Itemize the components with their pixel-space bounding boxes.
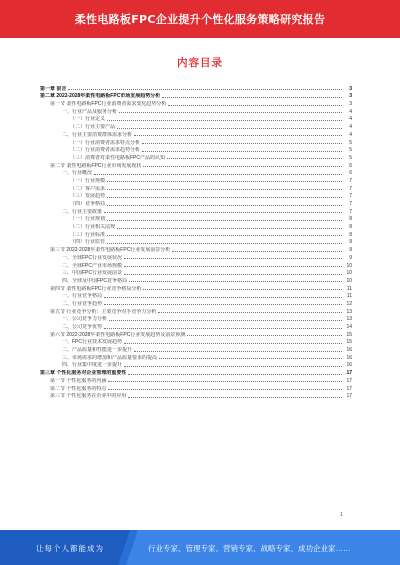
toc-entry[interactable]: [40, 292, 352, 300]
toc-entry-page: 9: [349, 254, 352, 261]
toc-entry-page: 7: [349, 201, 352, 207]
dot-leader: [162, 97, 342, 98]
dot-leader: [187, 335, 342, 336]
toc-entry[interactable]: [40, 92, 352, 100]
dot-leader: [117, 128, 342, 129]
toc-entry-page: 5: [349, 139, 352, 146]
toc-entry[interactable]: [40, 122, 352, 130]
toc-entry[interactable]: [40, 322, 352, 330]
dot-leader: [94, 174, 342, 175]
toc-entry-page: 4: [349, 116, 352, 123]
toc-entry-page: 11: [346, 293, 352, 300]
toc-entry-title: 第一节 个性化服务的内涵: [50, 377, 107, 384]
toc-entry-title: 第二章 2022-2028年柔性电路板FPC市场发展趋势分析: [40, 93, 161, 100]
toc-entry-title: 二、行业主要消费群体需求分析: [62, 131, 133, 138]
toc-entry[interactable]: [40, 330, 352, 338]
toc-entry-page: 10: [346, 270, 352, 277]
toc-entry-title: 四、行业集中度进一步提升: [62, 362, 123, 369]
toc-entry[interactable]: [40, 245, 352, 253]
toc-entry-title: 二、公司竞争优势: [62, 324, 103, 330]
dot-leader: [107, 235, 342, 236]
toc-entry-page: 17: [346, 393, 352, 400]
toc-entry-title: 一、全球FPC行业发展状况: [62, 254, 123, 261]
toc-entry[interactable]: [40, 392, 352, 400]
dot-leader: [159, 358, 342, 359]
dot-leader: [124, 343, 342, 344]
toc-entry[interactable]: [40, 338, 352, 346]
toc-entry-page: 14: [346, 324, 352, 330]
toc-entry-title: （四）竞争格局: [70, 201, 106, 207]
toc-entry-title: 第一章 前言: [40, 85, 67, 92]
toc-entry-page: 8: [349, 224, 352, 231]
toc-entry-title: 第六节 2022-2028年柔性电路板FPC行业发展趋势及前景预测: [50, 331, 186, 338]
dot-leader: [117, 228, 342, 229]
toc-entry-page: 4: [349, 124, 352, 131]
dot-leader: [107, 189, 342, 190]
toc-entry[interactable]: [40, 253, 352, 261]
toc-entry[interactable]: [40, 368, 352, 376]
dot-leader: [158, 312, 342, 313]
toc-entry[interactable]: [40, 384, 352, 392]
toc-entry-title: 二、行业竞争趋势: [62, 300, 103, 307]
toc-entry-title: 第四节 柔性电路板FPC行业竞争格局分析: [50, 285, 142, 292]
toc-entry-title: （二）行业消费者需求趋势分析: [70, 147, 141, 154]
dot-leader: [108, 381, 342, 382]
toc-entry[interactable]: [40, 276, 352, 284]
dot-leader: [104, 212, 342, 213]
toc-entry[interactable]: [40, 215, 352, 223]
toc-entry-title: 第五节 行业竞争分析：主要竞争对手竞争力分析: [50, 308, 157, 315]
dot-leader: [128, 374, 342, 375]
toc-entry-page: 15: [346, 331, 352, 338]
toc-entry[interactable]: [40, 115, 352, 123]
toc-entry[interactable]: [40, 307, 352, 315]
dot-leader: [107, 120, 342, 121]
toc-entry-title: （三）发展趋势: [70, 193, 106, 200]
toc-entry[interactable]: [40, 192, 352, 200]
dot-leader: [107, 220, 342, 221]
toc-entry[interactable]: [40, 184, 352, 192]
toc-entry-page: 7: [349, 208, 352, 215]
toc-entry-title: 一、公司竞争力分析: [62, 316, 108, 323]
toc-entry-title: （二）客户需求: [70, 185, 106, 192]
table-of-contents: [40, 84, 352, 399]
dot-leader: [107, 181, 342, 182]
toc-entry-title: 第一节 柔性电路板FPC行业消费者需求变化趋势分析: [50, 101, 167, 108]
toc-entry[interactable]: [40, 153, 352, 161]
toc-entry[interactable]: [40, 315, 352, 323]
footer-banner: [0, 530, 400, 565]
toc-entry[interactable]: [40, 345, 352, 353]
toc-entry-page: 6: [349, 162, 352, 169]
toc-entry[interactable]: [40, 353, 352, 361]
toc-entry-page: 5: [349, 154, 352, 161]
toc-entry-title: 一、FPC行业技术发展趋势: [62, 339, 123, 346]
dot-leader: [107, 243, 342, 244]
toc-entry[interactable]: [40, 284, 352, 292]
dot-leader: [68, 89, 342, 90]
toc-entry-page: 12: [346, 300, 352, 307]
toc-entry-title: 第二节 柔性电路板FPC行业市场发展现状: [50, 162, 142, 169]
toc-entry-page: 5: [349, 147, 352, 154]
toc-entry-page: 16: [346, 354, 352, 361]
dot-leader: [124, 274, 342, 275]
toc-entry-page: 10: [346, 262, 352, 269]
toc-entry[interactable]: [40, 376, 352, 384]
toc-entry[interactable]: [40, 169, 352, 177]
dot-leader: [134, 351, 342, 352]
toc-entry-page: 7: [349, 185, 352, 192]
toc-entry[interactable]: [40, 230, 352, 238]
dot-leader: [128, 397, 342, 398]
toc-entry[interactable]: [40, 146, 352, 154]
toc-entry-page: 17: [346, 377, 352, 384]
toc-entry[interactable]: [40, 84, 352, 92]
toc-entry[interactable]: [40, 261, 352, 269]
toc-entry-page: 9: [349, 247, 352, 254]
toc-entry-page: 13: [346, 316, 352, 323]
toc-entry-title: 二、产品质量和性能进一步提升: [62, 347, 133, 354]
dot-leader: [167, 158, 342, 159]
toc-entry-page: 8: [349, 231, 352, 238]
dot-leader: [104, 297, 342, 298]
toc-entry-page: 3: [349, 101, 352, 108]
toc-entry-title: （一）行业消费者需求特点分析: [70, 139, 141, 146]
toc-entry[interactable]: [40, 176, 352, 184]
dot-leader: [129, 281, 342, 282]
toc-entry-page: 9: [349, 239, 352, 246]
toc-entry-title: 一、行业产品及服务分析: [62, 108, 118, 115]
report-title: 柔性电路板FPC企业提升个性化服务策略研究报告: [74, 13, 326, 26]
toc-entry-title: 一、行业竞争格局: [62, 293, 103, 300]
toc-entry[interactable]: [40, 99, 352, 107]
toc-entry-title: 一、行业概况: [62, 170, 93, 177]
dot-leader: [168, 105, 342, 106]
toc-entry-title: （一）行业定义: [70, 116, 106, 123]
toc-entry-page: 7: [349, 177, 352, 184]
dot-leader: [104, 304, 342, 305]
dot-leader: [124, 366, 342, 367]
dot-leader: [172, 251, 342, 252]
toc-entry-title: （一）行业规划: [70, 216, 106, 223]
toc-entry[interactable]: [40, 222, 352, 230]
dot-leader: [143, 166, 342, 167]
toc-entry-title: 第三节 2022-2028年柔性电路板FPC行业发展前景分析: [50, 247, 171, 254]
toc-entry-title: 三、中国FPC行业发展前景: [62, 270, 123, 277]
toc-entry-title: 第三章 个性化服务对企业管理的重要性: [40, 370, 127, 377]
dot-leader: [119, 112, 342, 113]
report-header: [0, 0, 400, 38]
toc-entry-page: 4: [349, 131, 352, 138]
toc-entry-page: 13: [346, 308, 352, 315]
toc-entry[interactable]: [40, 130, 352, 138]
toc-entry[interactable]: [40, 269, 352, 277]
toc-entry[interactable]: [40, 138, 352, 146]
toc-entry-title: 第二节 个性化服务的特点: [50, 385, 107, 392]
footer-slogan: 让每个人都能成为: [36, 544, 104, 553]
toc-entry-page: 17: [346, 370, 352, 377]
toc-entry[interactable]: [40, 107, 352, 115]
dot-leader: [124, 258, 342, 259]
toc-entry[interactable]: [40, 199, 352, 207]
toc-entry-page: 16: [346, 362, 352, 369]
page-number: 1: [340, 512, 343, 518]
toc-entry-title: 二、行业主要政策: [62, 208, 103, 215]
dot-leader: [143, 289, 342, 290]
toc-entry-page: 7: [349, 193, 352, 200]
toc-entry-title: （二）行业相关法规: [70, 224, 116, 231]
toc-entry-title: （三）行业标准: [70, 231, 106, 238]
toc-entry-title: （三）消费者对柔性电路板FPC产品的认知: [70, 154, 166, 161]
toc-title: 内容目录: [177, 57, 223, 69]
toc-entry-title: 四、全球及中国FPC竞争格局: [62, 277, 128, 284]
toc-entry[interactable]: [40, 361, 352, 369]
toc-entry-page: 8: [349, 216, 352, 223]
dot-leader: [109, 320, 342, 321]
toc-entry[interactable]: [40, 161, 352, 169]
dot-leader: [108, 389, 342, 390]
dot-leader: [107, 205, 342, 206]
dot-leader: [104, 328, 342, 329]
toc-entry-page: 4: [349, 108, 352, 115]
toc-entry-page: 17: [346, 385, 352, 392]
toc-entry-title: （二）行业主要产品: [70, 124, 116, 131]
toc-entry-page: 11: [346, 285, 352, 292]
toc-entry-title: 第三节 个性化服务在企业中的应用: [50, 393, 127, 400]
dot-leader: [124, 266, 342, 267]
toc-entry-title: 三、市场需求的增加和产品质量要求的提高: [62, 354, 158, 361]
toc-entry[interactable]: [40, 207, 352, 215]
dot-leader: [107, 197, 342, 198]
toc-entry-page: 15: [346, 339, 352, 346]
toc-entry-title: 二、全球FPC产业市场规模: [62, 262, 123, 269]
toc-entry-page: 6: [349, 170, 352, 177]
toc-entry-page: 10: [346, 277, 352, 284]
toc-entry[interactable]: [40, 238, 352, 246]
dot-leader: [134, 135, 342, 136]
dot-leader: [142, 143, 342, 144]
footer-tagline: 行业专家、管理专家、营销专家、战略专家、成功企业家……: [148, 544, 351, 553]
dot-leader: [142, 151, 342, 152]
toc-entry[interactable]: [40, 299, 352, 307]
toc-entry-title: （四）行业监管: [70, 239, 106, 246]
toc-entry-page: 3: [349, 85, 352, 92]
toc-entry-page: 3: [349, 93, 352, 100]
toc-entry-title: （一）行业规模: [70, 177, 106, 184]
toc-entry-page: 16: [346, 347, 352, 354]
